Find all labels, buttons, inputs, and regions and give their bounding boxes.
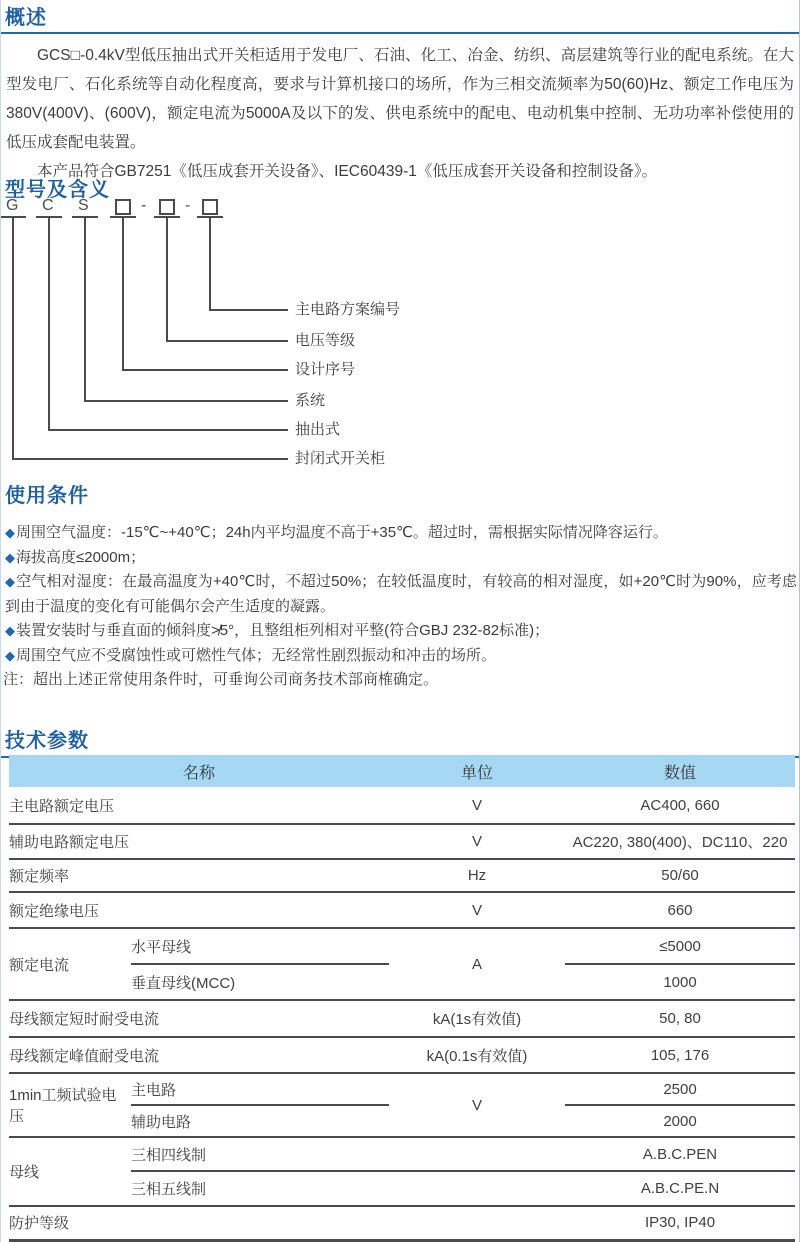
cell-value: 2500 (565, 1073, 795, 1105)
cell-subname: 主电路 (131, 1073, 389, 1105)
condition-text: 周围空气温度：-15℃~+40℃；24h内平均温度不高于+35℃。超过时，需根据实际情况降容运行。 (16, 524, 668, 541)
table-row (9, 928, 795, 964)
cell-value: 1000 (565, 964, 795, 1000)
table-row (9, 787, 795, 824)
cell-unit: V (389, 1073, 565, 1137)
code-label-voltage-level: 电压等级 (295, 332, 356, 349)
cell-name: 母线额定短时耐受电流 (9, 1000, 389, 1037)
overview-title: 概述 (1, 0, 799, 34)
code-letter-c: C (42, 197, 54, 214)
cell-name: 额定绝缘电压 (9, 892, 389, 928)
table-row (9, 859, 795, 892)
connector-line (48, 217, 50, 430)
condition-text: 海拔高度≤2000m； (16, 548, 146, 566)
cell-name: 辅助电路额定电压 (9, 824, 389, 859)
condition-item (5, 644, 797, 669)
table-row (9, 1037, 795, 1073)
cell-name: 母线额定峰值耐受电流 (9, 1037, 389, 1073)
section-model-designation (1, 172, 799, 478)
header-value: 数值 (565, 755, 795, 787)
condition-item (5, 521, 797, 546)
model-code-diagram (1, 194, 799, 474)
code-separator-1: - (141, 197, 147, 214)
condition-item (5, 619, 797, 644)
table-row (9, 1137, 795, 1171)
connector-line (122, 217, 124, 370)
cell-subname: 辅助电路 (131, 1105, 389, 1137)
tech-title: 技术参数 (1, 723, 799, 758)
cell-name: 防护等级 (9, 1206, 389, 1240)
connector-line (122, 369, 288, 371)
condition-text: 空气相对湿度：在最高温度为+40℃时，不超过50%；在较低温度时，有较高的相对湿度，如+20℃时为90%，应考虑到由于温度的变化有可能偶尔会产生适度的凝露。 (5, 573, 797, 615)
code-label-scheme-number: 主电路方案编号 (295, 301, 401, 318)
cell-name: 主电路额定电压 (9, 797, 115, 815)
cell-unit: V (472, 796, 483, 814)
diamond-bullet-icon: ◆ (5, 647, 15, 663)
connector-line (166, 340, 288, 342)
code-box-voltage (159, 199, 175, 215)
code-box-scheme (202, 199, 218, 215)
code-label-system: 系统 (295, 392, 326, 409)
cell-value: 105, 176 (565, 1037, 795, 1073)
code-box-design (115, 199, 131, 215)
header-unit: 单位 (389, 755, 565, 787)
cell-unit: V (389, 892, 565, 928)
table-row (9, 1000, 795, 1037)
connector-line (209, 217, 211, 310)
conditions-list (5, 521, 797, 668)
cell-unit (389, 1137, 565, 1171)
condition-item (5, 570, 797, 619)
connector-line (209, 309, 288, 311)
cell-value: 2000 (565, 1105, 795, 1137)
connector-line (166, 217, 168, 341)
cell-name: 1min工频试验电压 (9, 1073, 131, 1137)
cell-value: A.B.C.PE.N (565, 1171, 795, 1206)
connector-line (84, 400, 288, 402)
cell-unit: kA(1s有效值) (389, 1000, 565, 1037)
cell-subname: 垂直母线(MCC) (131, 964, 389, 1000)
cell-value: ≤5000 (565, 928, 795, 964)
connector-line (12, 458, 288, 460)
code-label-enclosed-switchgear: 封闭式开关柜 (295, 450, 386, 467)
connector-line (12, 217, 14, 459)
cell-value: AC220, 380(400)、DC110、220 (565, 824, 795, 859)
overview-paragraph-1: GCS□-0.4kV型低压抽出式开关柜适用于发电厂、石油、化工、冶金、纺织、高层建筑等行业的配电系统。在大型发电厂、石化系统等自动化程度高，要求与计算机接口的场所，作为三相交流频率为50(60)Hz、额定工作电压为380V(400V)、(600V)，额定电流为5000A及以下的发、供电系统中的配电、电动机集中控制、无功功率补偿使用的低压成套配电装置。 (6, 47, 794, 151)
condition-text: 装置安装时与垂直面的倾斜度≯5°，且整组柜列相对平整(符合GBJ 232-82标准)； (16, 622, 550, 639)
cell-value: AC400, 660 (640, 796, 720, 814)
table-row (9, 892, 795, 928)
cell-value: A.B.C.PEN (565, 1137, 795, 1171)
condition-item (5, 546, 797, 571)
diamond-bullet-icon: ◆ (5, 525, 15, 540)
diamond-bullet-icon: ◆ (5, 549, 15, 565)
diamond-bullet-icon: ◆ (5, 574, 16, 589)
code-separator-2: - (185, 197, 191, 214)
code-letter-g: G (6, 197, 19, 214)
code-label-design-serial: 设计序号 (295, 361, 356, 378)
cell-value: 50/60 (565, 859, 795, 892)
section-tech-parameters (1, 723, 799, 1242)
cell-unit (389, 1206, 565, 1240)
cell-name: 额定频率 (9, 859, 389, 892)
cell-value: IP30, IP40 (565, 1206, 795, 1240)
cell-unit (389, 1171, 565, 1206)
header-name: 名称 (9, 755, 389, 787)
cell-name: 母线 (9, 1137, 131, 1206)
cell-unit: V (389, 824, 565, 859)
cell-unit: kA(0.1s有效值) (389, 1037, 565, 1073)
table-row (9, 1073, 795, 1105)
conditions-title: 使用条件 (5, 485, 89, 507)
table-row (9, 824, 795, 859)
section-overview (1, 0, 799, 186)
cell-value: 50, 80 (565, 1000, 795, 1037)
connector-line (84, 217, 86, 401)
table-header-row (9, 755, 795, 787)
diamond-bullet-icon: ◆ (5, 623, 15, 638)
condition-text: 周围空气应不受腐蚀性或可燃性气体；无经常性剧烈振动和冲击的场所。 (16, 646, 497, 664)
cell-subname: 三相四线制 (131, 1137, 389, 1171)
overview-paragraph-2: 本产品符合GB7251《低压成套开关设备》、IEC60439-1《低压成套开关设备和控制设备》。 (37, 163, 658, 180)
section-service-conditions (1, 478, 799, 693)
code-letter-s: S (78, 197, 89, 214)
table-row (9, 1206, 795, 1240)
conditions-note: 注：超出上述正常使用条件时，可垂询公司商务技术部商榷确定。 (3, 671, 439, 688)
cell-value: 660 (565, 892, 795, 928)
model-title: 型号及含义 (5, 179, 110, 201)
connector-line (48, 429, 288, 431)
cell-subname: 三相五线制 (131, 1171, 389, 1206)
code-label-drawout-type: 抽出式 (295, 421, 341, 438)
cell-unit: Hz (389, 859, 565, 892)
cell-name: 额定电流 (9, 928, 131, 1000)
cell-unit: A (389, 928, 565, 1000)
cell-subname: 水平母线 (131, 928, 389, 964)
tech-parameters-table (9, 755, 795, 1242)
